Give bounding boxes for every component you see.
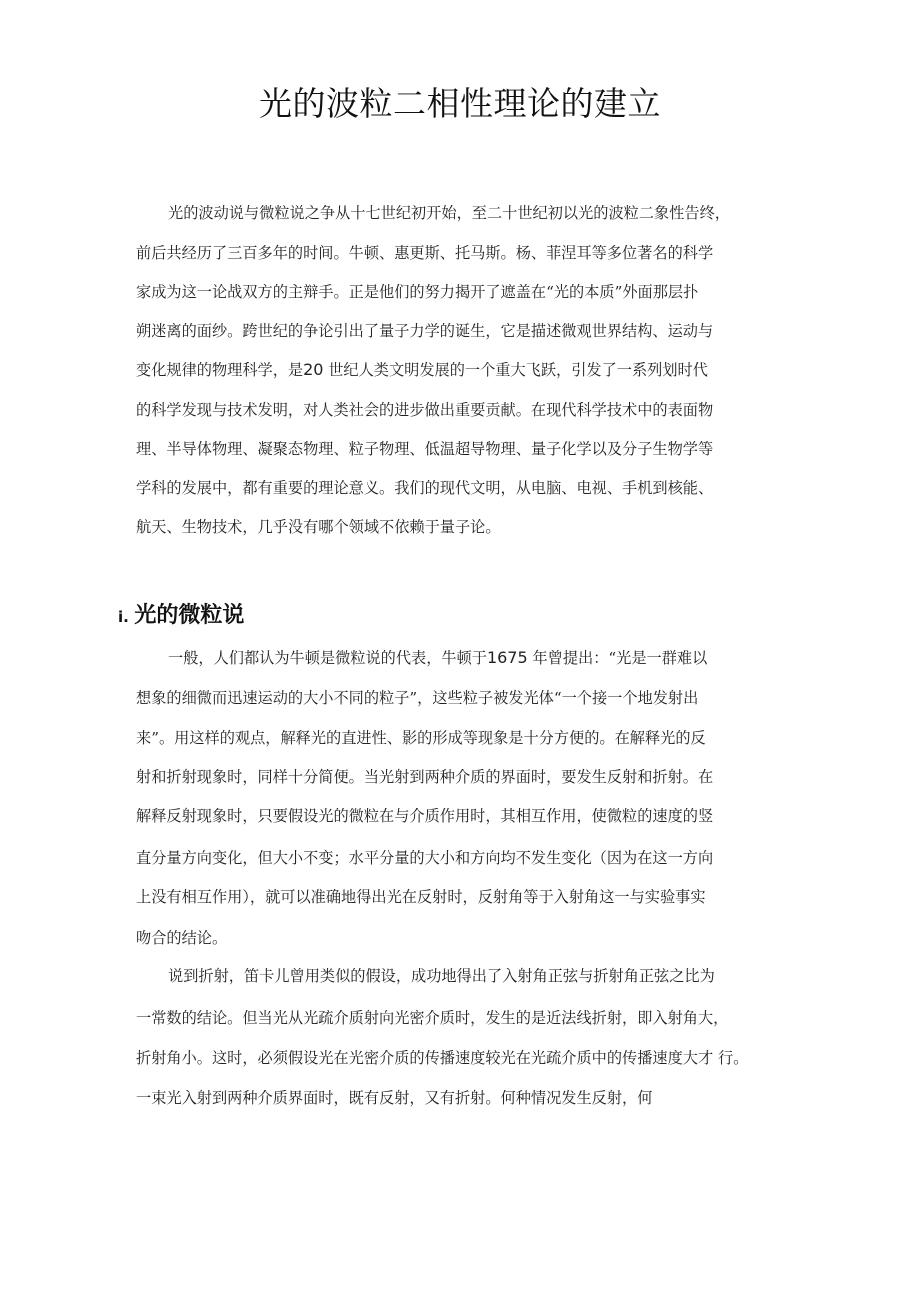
paragraph-line: 家成为这一论战双方的主辩手。正是他们的努力揭开了遮盖在“光的本质”外面那层扑 xyxy=(136,283,699,301)
paragraph-line: 朔迷离的面纱。跨世纪的争论引出了量子力学的诞生，它是描述微观世界结构、运动与 xyxy=(136,322,714,340)
text-segment: 一般，人们都认为牛顿是微粒说的代表，牛顿于 xyxy=(168,649,487,667)
paragraph-line: 吻合的结论。 xyxy=(136,929,228,947)
paragraph-line: 理、半导体物理、凝聚态物理、粒子物理、低温超导物理、量子化学以及分子生物学等 xyxy=(136,440,714,458)
paragraph-line: 航天、生物技术，几乎没有哪个领域不依赖于量子论。 xyxy=(136,518,501,536)
number-value: 20 xyxy=(303,360,324,379)
section-number: i. xyxy=(118,608,129,626)
paragraph-line xyxy=(136,360,708,380)
paragraph-line: 想象的细微而迅速运动的大小不同的粒子”，这些粒子被发光体“一个接一个地发射出 xyxy=(136,689,699,707)
paragraph-line: 上没有相互作用），就可以准确地得出光在反射时，反射角等于入射角这一与实验事实 xyxy=(136,888,706,906)
paragraph-line: 折射角小。这时，必须假设光在光密介质的传播速度较光在光疏介质中的传播速度大才 行。 xyxy=(136,1049,749,1067)
paragraph-line: 一束光入射到两种介质界面时，既有反射，又有折射。何种情况发生反射，何 xyxy=(136,1089,653,1107)
section-heading xyxy=(118,598,244,629)
paragraph-line: 解释反射现象时，只要假设光的微粒在与介质作用时，其相互作用，使微粒的速度的竖 xyxy=(136,807,714,825)
paragraph-line: 光的波动说与微粒说之争从十七世纪初开始，至二十世纪初以光的波粒二象性告终， xyxy=(168,204,730,222)
paragraph-line: 一常数的结论。但当光从光疏介质射向光密介质时，发生的是近法线折射，即入射角大， xyxy=(136,1009,729,1027)
paragraph-line: 来”。用这样的观点，解释光的直进性、影的形成等现象是十分方便的。在解释光的反 xyxy=(136,729,706,747)
section-title: 光的微粒说 xyxy=(134,603,245,628)
paragraph-line: 学科的发展中，都有重要的理论意义。我们的现代文明，从电脑、电视、手机到核能、 xyxy=(136,479,714,497)
text-segment: 变化规律的物理科学，是 xyxy=(136,361,304,379)
document-title: 光的波粒二相性理论的建立 xyxy=(259,84,661,123)
text-segment: 年曾提出：“光是一群难以 xyxy=(527,649,708,667)
number-value: 1675 xyxy=(486,648,528,667)
paragraph-line: 说到折射，笛卡儿曾用类似的假设，成功地得出了入射角正弦与折射角正弦之比为 xyxy=(168,967,715,985)
paragraph-line: 的科学发现与技术发明，对人类社会的进步做出重要贡献。在现代科学技术中的表面物 xyxy=(136,401,714,419)
paragraph-line: 直分量方向变化，但大小不变；水平分量的大小和方向均不发生变化（因为在这一方向 xyxy=(136,849,714,867)
text-segment: 世纪人类文明发展的一个重大飞跃，引发了一系列划时代 xyxy=(323,361,708,379)
paragraph-line: 前后共经历了三百多年的时间。牛顿、惠更斯、托马斯。杨、菲涅耳等多位著名的科学 xyxy=(136,244,714,262)
paragraph-line: 射和折射现象时，同样十分简便。当光射到两种介质的界面时，要发生反射和折射。在 xyxy=(136,768,714,786)
paragraph-line xyxy=(168,648,707,668)
